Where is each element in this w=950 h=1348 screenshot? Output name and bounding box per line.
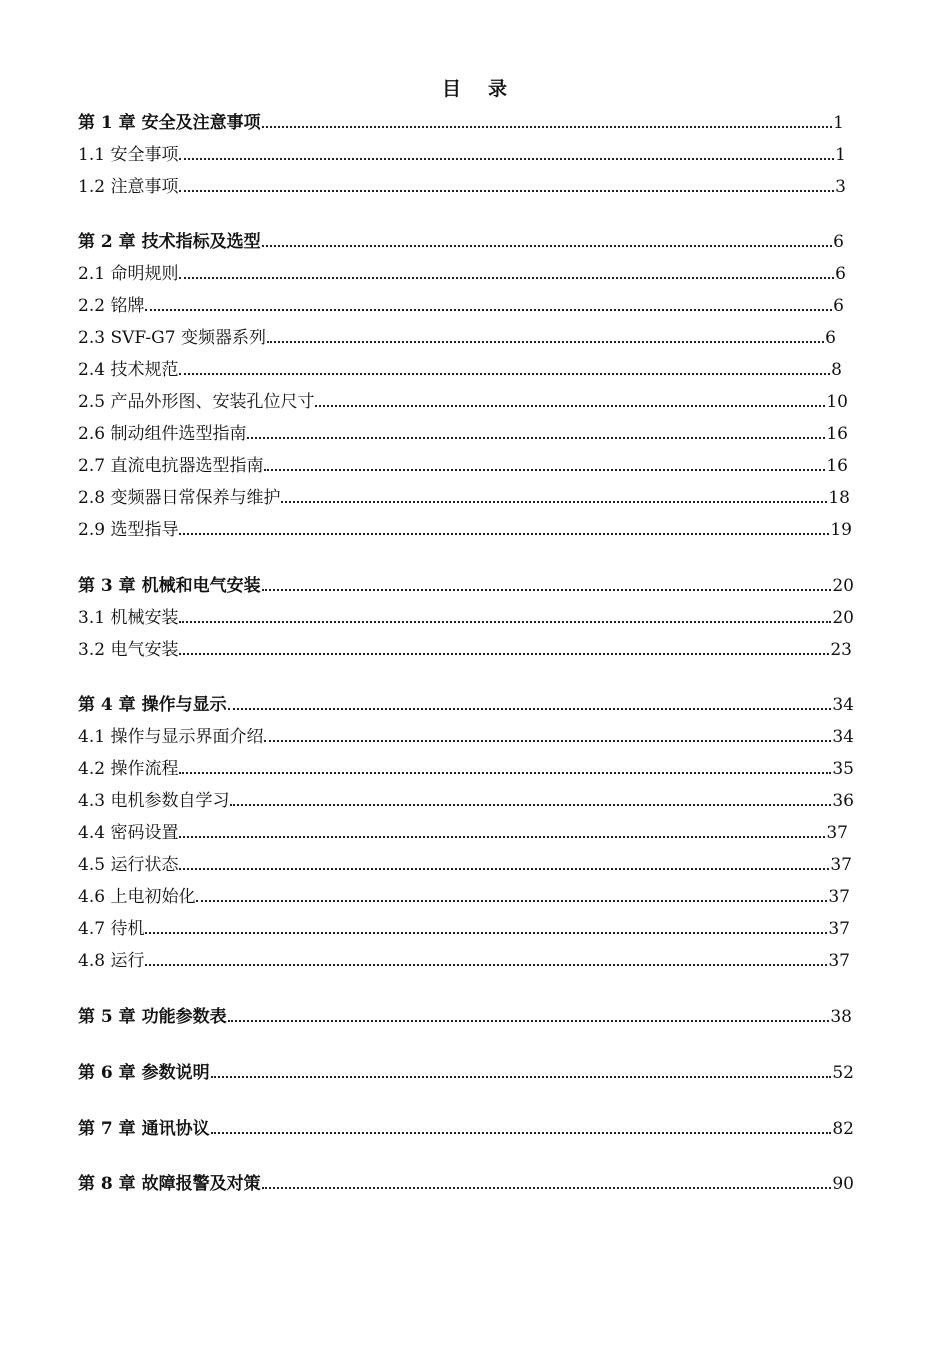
- toc-page-number: 16: [826, 424, 848, 444]
- toc-entry-label: 2.1 命明规则: [78, 264, 179, 284]
- toc-dot-leader: [264, 468, 825, 471]
- toc-page-number: 20: [832, 608, 854, 628]
- toc-chapter-entry[interactable]: [78, 688, 854, 716]
- toc-dot-leader: [247, 436, 825, 439]
- toc-entry-label: 第 2 章 技术指标及选型: [78, 232, 261, 252]
- toc-section-entry[interactable]: [78, 848, 852, 876]
- toc-section-entry[interactable]: [78, 353, 842, 381]
- toc-entry-label: 2.8 变频器日常保养与维护: [78, 488, 281, 508]
- toc-entry-label: 2.7 直流电抗器选型指南: [78, 456, 264, 476]
- toc-entry-label: 3.2 电气安装: [78, 640, 179, 660]
- toc-dot-leader: [145, 963, 827, 966]
- toc-page-number: 1: [835, 145, 846, 165]
- toc-dot-leader: [179, 835, 825, 838]
- toc-entry-label: 4.5 运行状态: [78, 855, 179, 875]
- toc-dot-leader: [228, 707, 832, 710]
- toc-dot-leader: [211, 1131, 832, 1134]
- toc-chapter-entry[interactable]: [78, 225, 844, 253]
- toc-entry-label: 第 4 章 操作与显示: [78, 695, 227, 715]
- toc-page-number: 37: [826, 823, 848, 843]
- toc-section-entry[interactable]: [78, 257, 846, 285]
- toc-dot-leader: [179, 276, 834, 279]
- toc-dot-leader: [179, 189, 834, 192]
- toc-entry-label: 2.3 SVF-G7 变频器系列: [78, 328, 266, 348]
- toc-dot-leader: [262, 588, 832, 591]
- toc-section-entry[interactable]: [78, 513, 852, 541]
- toc-page-number: 18: [828, 488, 850, 508]
- toc-section-entry[interactable]: [78, 138, 846, 166]
- toc-entry-label: 4.2 操作流程: [78, 759, 179, 779]
- toc-section-entry[interactable]: [78, 816, 848, 844]
- toc-dot-leader: [262, 125, 833, 128]
- toc-page-number: 34: [832, 727, 854, 747]
- toc-entry-label: 2.6 制动组件选型指南: [78, 424, 247, 444]
- toc-page-number: 6: [835, 264, 846, 284]
- toc-entry-label: 2.9 选型指导: [78, 520, 179, 540]
- toc-dot-leader: [179, 867, 829, 870]
- toc-dot-leader: [179, 532, 829, 535]
- toc-entry-label: 2.5 产品外形图、安装孔位尺寸: [78, 392, 315, 412]
- toc-dot-leader: [281, 500, 827, 503]
- toc-page-number: 52: [832, 1063, 854, 1083]
- toc-section-entry[interactable]: [78, 752, 854, 780]
- toc-entry-label: 2.4 技术规范: [78, 360, 179, 380]
- toc-dot-leader: [145, 308, 832, 311]
- toc-section-entry[interactable]: [78, 289, 844, 317]
- toc-page-number: 38: [830, 1007, 852, 1027]
- toc-dot-leader: [211, 1075, 832, 1078]
- toc-page-number: 82: [832, 1119, 854, 1139]
- toc-page-number: 16: [826, 456, 848, 476]
- toc-page-number: 8: [831, 360, 842, 380]
- toc-entry-label: 4.6 上电初始化: [78, 887, 196, 907]
- toc-section-entry[interactable]: [78, 481, 850, 509]
- toc-entry-label: 第 5 章 功能参数表: [78, 1007, 227, 1027]
- toc-dot-leader: [179, 620, 831, 623]
- toc-dot-leader: [228, 1019, 830, 1022]
- toc-entry-label: 4.3 电机参数自学习: [78, 791, 230, 811]
- toc-chapter-entry[interactable]: [78, 569, 854, 597]
- toc-page-number: 3: [835, 177, 846, 197]
- toc-page-number: 37: [830, 855, 852, 875]
- toc-title-char-1: 目: [441, 78, 462, 100]
- toc-page-number: 37: [828, 887, 850, 907]
- toc-section-entry[interactable]: [78, 449, 848, 477]
- toc-section-entry[interactable]: [78, 944, 850, 972]
- toc-page-number: 37: [828, 951, 850, 971]
- toc-dot-leader: [262, 1186, 832, 1189]
- toc-entry-label: 第 7 章 通讯协议: [78, 1119, 210, 1139]
- toc-section-entry[interactable]: [78, 417, 848, 445]
- toc-entry-label: 4.7 待机: [78, 919, 145, 939]
- toc-dot-leader: [196, 899, 827, 902]
- toc-dot-leader: [145, 931, 827, 934]
- toc-page-number: 37: [828, 919, 850, 939]
- toc-entry-label: 3.1 机械安装: [78, 608, 179, 628]
- toc-dot-leader: [267, 340, 824, 343]
- toc-entry-label: 第 1 章 安全及注意事项: [78, 113, 261, 133]
- toc-entry-label: 4.1 操作与显示界面介绍: [78, 727, 264, 747]
- toc-chapter-entry[interactable]: [78, 106, 844, 134]
- toc-dot-leader: [179, 771, 831, 774]
- toc-section-entry[interactable]: [78, 912, 850, 940]
- toc-entry-label: 1.1 安全事项: [78, 145, 179, 165]
- toc-page-number: 10: [826, 392, 848, 412]
- toc-section-entry[interactable]: [78, 385, 848, 413]
- toc-section-entry[interactable]: [78, 321, 836, 349]
- toc-chapter-entry[interactable]: [78, 1167, 854, 1195]
- toc-dot-leader: [179, 652, 829, 655]
- toc-title: [0, 74, 950, 101]
- toc-page-number: 34: [832, 695, 854, 715]
- toc-dot-leader: [264, 739, 831, 742]
- toc-dot-leader: [262, 244, 833, 247]
- toc-page-number: 36: [832, 791, 854, 811]
- toc-section-entry[interactable]: [78, 170, 846, 198]
- toc-dot-leader: [230, 803, 831, 806]
- toc-dot-leader: [315, 404, 825, 407]
- toc-page-number: 20: [832, 576, 854, 596]
- toc-section-entry[interactable]: [78, 601, 854, 629]
- toc-chapter-entry[interactable]: [78, 1056, 854, 1084]
- toc-entry-label: 4.4 密码设置: [78, 823, 179, 843]
- toc-dot-leader: [179, 372, 830, 375]
- toc-entry-label: 第 8 章 故障报警及对策: [78, 1174, 261, 1194]
- toc-page-number: 6: [833, 296, 844, 316]
- toc-chapter-entry[interactable]: [78, 1000, 852, 1028]
- toc-dot-leader: [179, 157, 834, 160]
- toc-page-number: 35: [832, 759, 854, 779]
- toc-section-entry[interactable]: [78, 880, 850, 908]
- toc-entry-label: 4.8 运行: [78, 951, 145, 971]
- toc-entry-label: 第 3 章 机械和电气安装: [78, 576, 261, 596]
- toc-entry-label: 2.2 铭牌: [78, 296, 145, 316]
- toc-section-entry[interactable]: [78, 633, 852, 661]
- toc-page-number: 6: [833, 232, 844, 252]
- toc-page-number: 19: [830, 520, 852, 540]
- toc-page-number: 1: [833, 113, 844, 133]
- toc-section-entry[interactable]: [78, 720, 854, 748]
- toc-page-number: 90: [832, 1174, 854, 1194]
- toc-entry-label: 第 6 章 参数说明: [78, 1063, 210, 1083]
- toc-entry-label: 1.2 注意事项: [78, 177, 179, 197]
- toc-section-entry[interactable]: [78, 784, 854, 812]
- toc-title-char-2: 录: [488, 78, 509, 100]
- toc-page-number: 6: [825, 328, 836, 348]
- toc-page-number: 23: [830, 640, 852, 660]
- toc-chapter-entry[interactable]: [78, 1112, 854, 1140]
